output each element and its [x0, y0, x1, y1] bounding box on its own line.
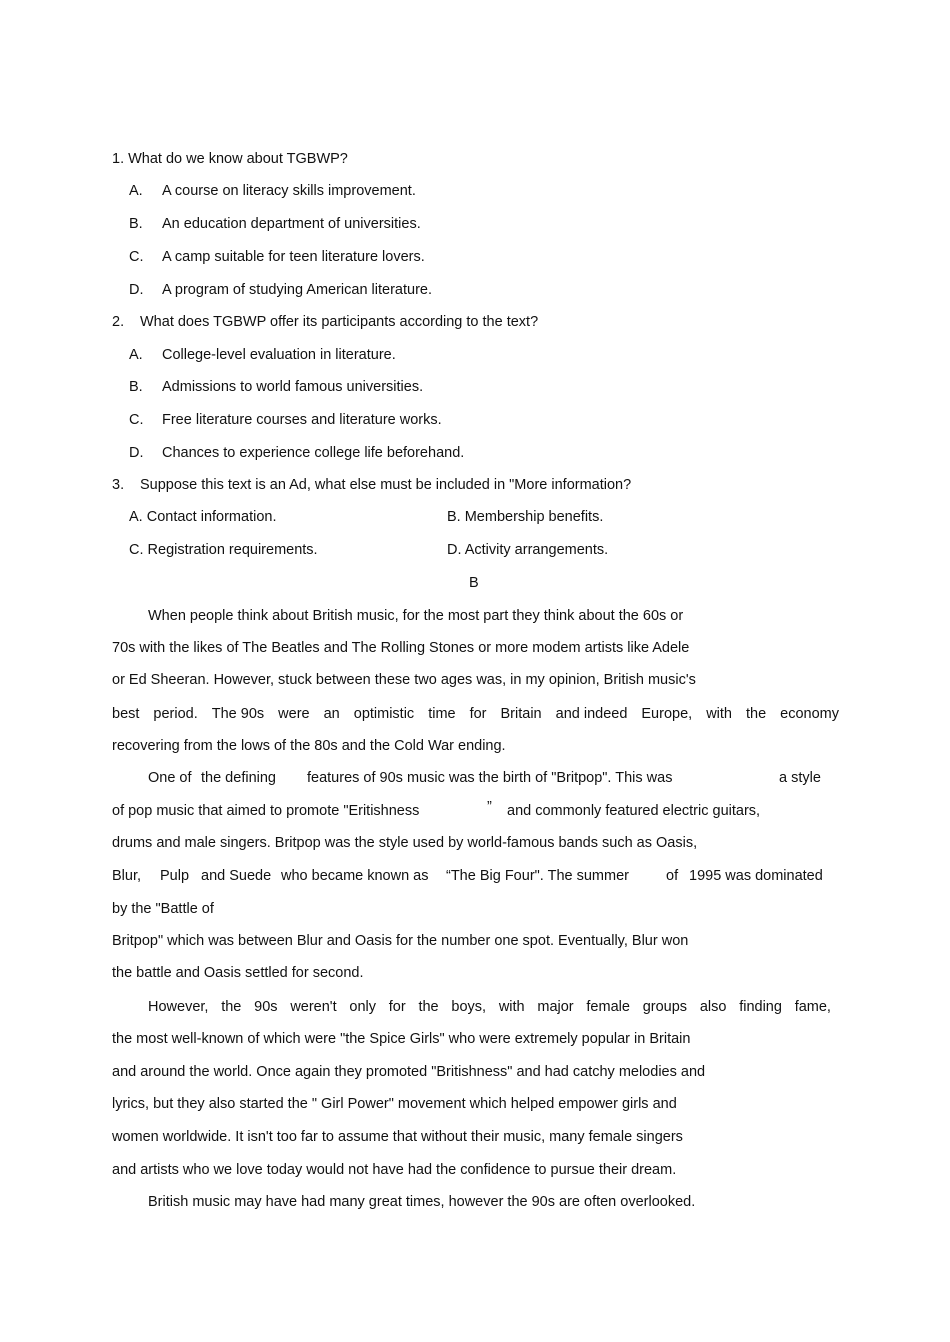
word: for: [469, 706, 487, 722]
passage-p1-line-5: recovering from the lows of the 80s and the Cold War ending.: [112, 738, 506, 754]
passage-p2-line-4c: and Suede: [201, 868, 272, 884]
word: major: [537, 999, 574, 1015]
word: optimistic: [353, 706, 415, 722]
q1-option-c-text: A camp suitable for teen literature lovers.: [162, 249, 425, 265]
passage-p2-line-4a: Blur,: [112, 868, 142, 884]
passage-p3-line-2: the most well-known of which were "the Spice Girls" who were extremely popular in Britain: [112, 1031, 691, 1047]
question-2-number: 2.: [112, 314, 125, 330]
question-3-number: 3.: [112, 477, 125, 493]
passage-p2-line-4g: 1995 was dominated: [689, 868, 823, 884]
passage-p2-line-1a: One of: [148, 770, 192, 786]
word: and indeed: [555, 706, 628, 722]
word: also: [699, 999, 727, 1015]
q1-option-b-text: An education department of universities.: [162, 216, 421, 232]
word: were: [278, 706, 310, 722]
word: fame,: [794, 999, 831, 1015]
q1-option-d-letter: D.: [129, 282, 144, 298]
word: the: [418, 999, 439, 1015]
passage-p1-line-3: or Ed Sheeran. However, stuck between these two ages was, in my opinion, British music's: [112, 672, 696, 688]
passage-p2-line-2-quote: ”: [487, 799, 492, 815]
question-3-stem: Suppose this text is an Ad, what else must be included in "More information?: [140, 477, 632, 493]
word: finding: [739, 999, 782, 1015]
section-heading: B: [469, 575, 479, 591]
q1-option-c-letter: C.: [129, 249, 144, 265]
question-2-stem: What does TGBWP offer its participants according to the text?: [140, 314, 539, 330]
passage-p2-line-5: by the "Battle of: [112, 901, 214, 917]
q2-option-b-text: Admissions to world famous universities.: [162, 379, 424, 395]
passage-p2-line-1d: a style: [779, 770, 821, 786]
passage-p3-line-3: and around the world. Once again they promoted "Britishness" and had catchy melodies and: [112, 1064, 706, 1080]
q2-option-c-letter: C.: [129, 412, 144, 428]
word: best: [112, 706, 140, 722]
passage-p1-line-4: [112, 705, 839, 723]
word: an: [323, 706, 340, 722]
passage-p2-line-7: the battle and Oasis settled for second.: [112, 965, 364, 981]
passage-p3-line-5: women worldwide. It isn't too far to assume that without their music, many female singers: [112, 1129, 683, 1145]
q3-option-a: A. Contact information.: [129, 509, 277, 525]
passage-p2-line-1c: features of 90s music was the birth of "Britpop". This was: [307, 770, 673, 786]
question-1-stem: 1. What do we know about TGBWP?: [112, 151, 348, 167]
word: Britain: [500, 706, 542, 722]
passage-p2-line-4d: who became known as: [281, 868, 429, 884]
word: with: [498, 999, 525, 1015]
q2-option-a-text: College-level evaluation in literature.: [162, 347, 396, 363]
word: The 90s: [211, 706, 265, 722]
word: Europe,: [641, 706, 693, 722]
passage-p3-line-1: [148, 998, 831, 1016]
passage-p2-line-6: Britpop" which was between Blur and Oasis for the number one spot. Eventually, Blur won: [112, 933, 689, 949]
word: with: [706, 706, 732, 722]
word: for: [388, 999, 406, 1015]
passage-p2-line-2b: and commonly featured electric guitars,: [507, 803, 761, 819]
q3-option-b: B. Membership benefits.: [447, 509, 604, 525]
word: the: [221, 999, 242, 1015]
word: female: [586, 999, 630, 1015]
q2-option-a-letter: A.: [129, 347, 143, 363]
word: boys,: [451, 999, 487, 1015]
passage-p2-line-3: drums and male singers. Britpop was the style used by world-famous bands such as Oasis,: [112, 835, 698, 851]
word: period.: [153, 706, 198, 722]
q3-option-c: C. Registration requirements.: [129, 542, 318, 558]
word: weren't: [290, 999, 337, 1015]
q2-option-d-text: Chances to experience college life beforehand.: [162, 445, 465, 461]
q2-option-c-text: Free literature courses and literature works.: [162, 412, 442, 428]
q3-option-d: D. Activity arrangements.: [447, 542, 609, 558]
passage-p4-line-1: British music may have had many great times, however the 90s are often overlooked.: [148, 1194, 696, 1210]
passage-p2-line-4f: of: [666, 868, 679, 884]
passage-p1-line-2: 70s with the likes of The Beatles and The Rolling Stones or more modem artists like Adele: [112, 640, 690, 656]
q2-option-d-letter: D.: [129, 445, 144, 461]
word: economy: [780, 706, 839, 722]
q1-option-d-text: A program of studying American literature.: [162, 282, 432, 298]
q2-option-b-letter: B.: [129, 379, 143, 395]
word: However,: [148, 999, 209, 1015]
q1-option-a-text: A course on literacy skills improvement.: [162, 183, 416, 199]
word: only: [349, 999, 376, 1015]
passage-p2-line-4e: “The Big Four". The summer: [446, 868, 629, 884]
passage-p2-line-2a: of pop music that aimed to promote "Eritishness: [112, 803, 420, 819]
q1-option-b-letter: B.: [129, 216, 143, 232]
passage-p2-line-1b: the defining: [201, 770, 276, 786]
passage-p1-line-1: When people think about British music, for the most part they think about the 60s or: [148, 608, 684, 624]
word: groups: [642, 999, 688, 1015]
word: time: [428, 706, 456, 722]
passage-p3-line-4: lyrics, but they also started the " Girl Power" movement which helped empower girls and: [112, 1096, 677, 1112]
passage-p2-line-4b: Pulp: [160, 868, 190, 884]
word: 90s: [254, 999, 278, 1015]
word: the: [745, 706, 767, 722]
passage-p3-line-6: and artists who we love today would not have had the confidence to pursue their dream.: [112, 1162, 677, 1178]
q1-option-a-letter: A.: [129, 183, 143, 199]
